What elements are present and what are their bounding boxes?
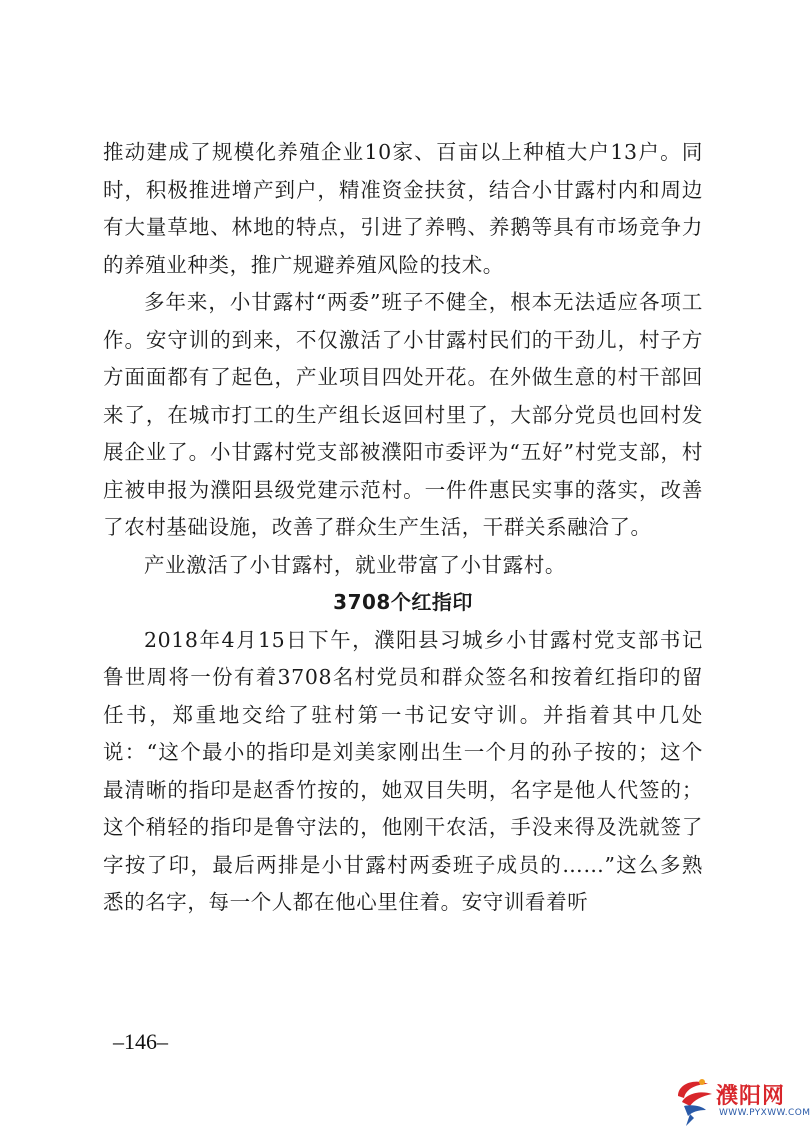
watermark-url: WWW.PYXWW.COM: [719, 1108, 810, 1118]
page-number: –146–: [113, 1029, 168, 1054]
site-watermark: [672, 1076, 810, 1128]
paragraph-4: 2018年4月15日下午，濮阳县习城乡小甘露村党支部书记鲁世周将一份有着3708名村党员和群众签名和按着红指印的留任书，郑重地交给了驻村第一书记安守训。并指着其中几处说：“这个最小的指印是刘美家刚出生一个月的孙子按的；这个最清晰的指印是赵香竹按的，她双目失明，名字是他人代签的；这个稍轻的指印是鲁守法的，他刚干农活，手没来得及洗就签了字按了印，最后两排是小甘露村两委班子成员的……”这么多熟悉的名字，每一个人都在他心里住着。安守训看着听: [103, 627, 703, 914]
paragraph-1: 推动建成了规模化养殖企业10家、百亩以上种植大户13户。同时，积极推进增产到户，精准资金扶贫，结合小甘露村内和周边有大量草地、林地的特点，引进了养鸭、养鹅等具有市场竞争力的养殖业种类，推广规避养殖风险的技术。: [103, 140, 703, 277]
body-text: [103, 134, 703, 922]
section-heading: 3708个红指印: [333, 590, 473, 614]
paragraph-2: 多年来，小甘露村“两委”班子不健全，根本无法适应各项工作。安守训的到来，不仅激活了小甘露村民们的干劲儿，村子方方面面都有了起色，产业项目四处开花。在外做生意的村干部回来了，在城市打工的生产组长返回村里了，大部分党员也回村发展企业了。小甘露村党支部被濮阳市委评为“五好”村党支部，村庄被申报为濮阳县级党建示范村。一件件惠民实事的落实，改善了农村基础设施，改善了群众生产生活，干群关系融洽了。: [103, 290, 703, 539]
watermark-name: 濮阳网: [716, 1084, 786, 1109]
torch-logo-icon: [672, 1076, 716, 1128]
paragraph-3: 产业激活了小甘露村，就业带富了小甘露村。: [144, 552, 566, 577]
